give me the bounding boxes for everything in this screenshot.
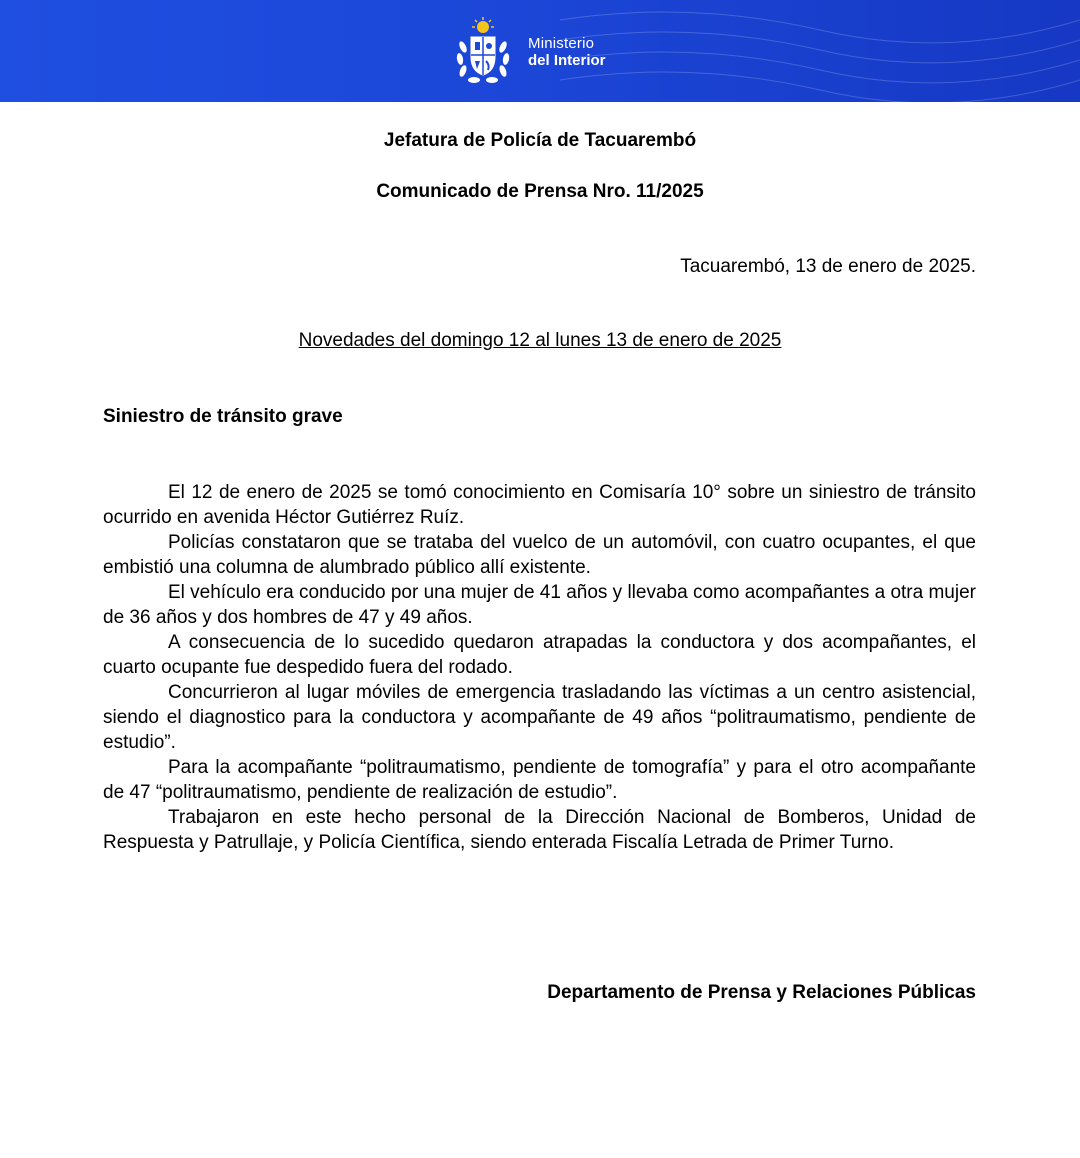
- paragraph: Policías constataron que se trataba del vuelco de un automóvil, con cuatro ocupantes, el que embistió una columna de alumbrado público allí existente.: [103, 532, 976, 578]
- paragraph: Para la acompañante “politraumatismo, pendiente de tomografía” y para el otro acompañante de 47 “politraumatismo, pendiente de realización de estudio”.: [103, 757, 976, 803]
- paragraph: Concurrieron al lugar móviles de emergencia trasladando las víctimas a un centro asistencial, siendo el diagnostico para la conductora y acompañante de 49 años “politraumatismo, pendiente de estudio”.: [103, 682, 976, 753]
- logo-line1: Ministerio: [528, 35, 595, 52]
- signature: Departamento de Prensa y Relaciones Públicas: [547, 982, 976, 1003]
- body-text: [103, 480, 976, 855]
- logo-text: [528, 35, 606, 69]
- coat-of-arms-icon: [454, 17, 512, 87]
- document-title: Jefatura de Policía de Tacuarembó: [383, 130, 697, 151]
- paragraph: El vehículo era conducido por una mujer de 41 años y llevaba como acompañantes a otra mujer de 36 años y dos hombres de 47 y 49 años.: [103, 582, 976, 628]
- date-line: Tacuarembó, 13 de enero de 2025.: [680, 256, 976, 277]
- news-subtitle: Novedades del domingo 12 al lunes 13 de enero de 2025: [298, 330, 782, 351]
- header-banner: [0, 0, 1080, 102]
- logo-line2: del Interior: [528, 52, 606, 69]
- ministry-logo: [454, 16, 606, 88]
- press-release-number: Comunicado de Prensa Nro. 11/2025: [376, 181, 704, 202]
- paragraph: Trabajaron en este hecho personal de la Dirección Nacional de Bomberos, Unidad de Respuesta y Patrullaje, y Policía Científica, siendo enterada Fiscalía Letrada de Primer Turno.: [103, 807, 976, 853]
- paragraph: A consecuencia de lo sucedido quedaron atrapadas la conductora y dos acompañantes, el cuarto ocupante fue despedido fuera del rodado.: [103, 632, 976, 678]
- section-heading: Siniestro de tránsito grave: [103, 406, 343, 427]
- banner-decoration: [560, 0, 1080, 102]
- paragraph: El 12 de enero de 2025 se tomó conocimiento en Comisaría 10° sobre un siniestro de tránsito ocurrido en avenida Héctor Gutiérrez Ruíz.: [103, 482, 976, 528]
